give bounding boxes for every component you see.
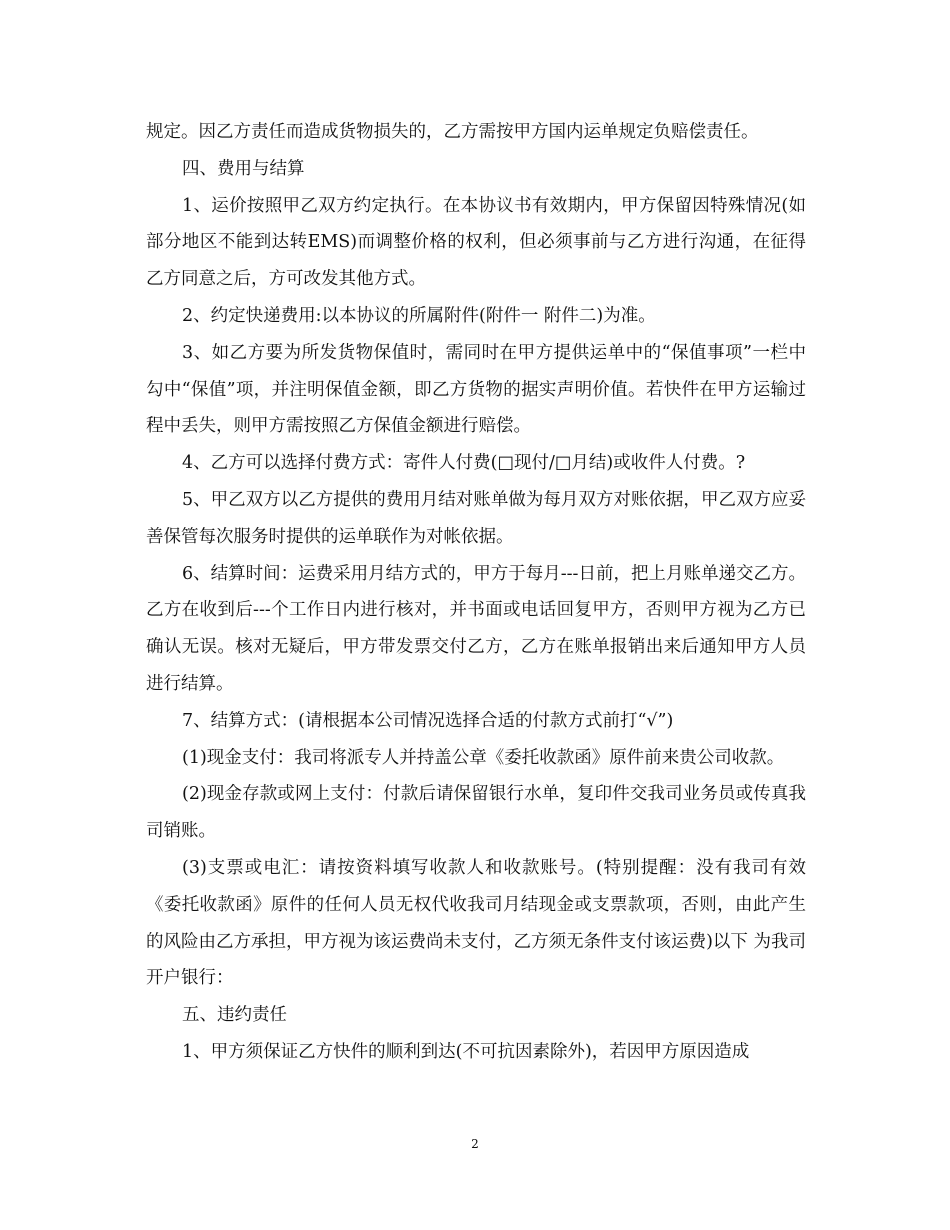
paragraph: 1、甲方须保证乙方快件的顺利到达(不可抗因素除外)，若因甲方原因造成 — [182, 1041, 750, 1062]
paragraph: (3)支票或电汇：请按资料填写收款人和收款账号。(特别提醒：没有我司有效《委托收款函》原件的任何人员无权代收我司月结现金或支票款项，否则，由此产生的风险由乙方承担，甲方视为该运费尚未支付，乙方须无条件支付该运费)以下 为我司开户银行： — [146, 857, 806, 989]
paragraph: (2)现金存款或网上支付：付款后请保留银行水单，复印件交我司业务员或传真我司销账。 — [146, 784, 806, 842]
paragraph: 4、乙方可以选择付费方式：寄件人付费(□现付/□月结)或收件人付费。? — [182, 453, 746, 474]
paragraph: 7、结算方式：(请根据本公司情况选择合适的付款方式前打“√”) — [182, 710, 674, 731]
paragraph: 6、结算时间：运费采用月结方式的，甲方于每月---日前，把上月账单递交乙方。乙方在收到后---个工作日内进行核对，并书面或电话回复甲方，否则甲方视为乙方已确认无误。核对无疑后，甲方带发票交付乙方，乙方在账单报销出来后通知甲方人员进行结算。 — [146, 563, 806, 694]
section-heading-fees-settlement: 四、费用与结算 — [182, 158, 305, 179]
page-number: 2 — [471, 1137, 479, 1151]
paragraph: (1)现金支付：我司将派专人并持盖公章《委托收款函》原件前来贵公司收款。 — [182, 747, 785, 768]
paragraph: 1、运价按照甲乙双方约定执行。在本协议书有效期内，甲方保留因特殊情况(如部分地区不能到达转EMS)而调整价格的权利，但必须事前与乙方进行沟通，在征得乙方同意之后，方可改发其他方式。 — [146, 195, 806, 290]
paragraph: 5、甲乙双方以乙方提供的费用月结对账单做为每月双方对账依据，甲乙双方应妥善保管每次服务时提供的运单联作为对帐依据。 — [146, 489, 806, 547]
paragraph: 2、约定快递费用:以本协议的所属附件(附件一 附件二)为准。 — [182, 305, 656, 326]
paragraph: 规定。因乙方责任而造成货物损失的，乙方需按甲方国内运单规定负赔偿责任。 — [146, 122, 759, 142]
document-body — [146, 114, 806, 1071]
paragraph: 3、如乙方要为所发货物保值时，需同时在甲方提供运单中的“保值事项”一栏中勾中“保值”项，并注明保值金额，即乙方货物的据实声明价值。若快件在甲方运输过程中丢失，则甲方需按照乙方保值金额进行赔偿。 — [146, 342, 806, 437]
section-heading-breach-liability: 五、违约责任 — [182, 1005, 287, 1026]
